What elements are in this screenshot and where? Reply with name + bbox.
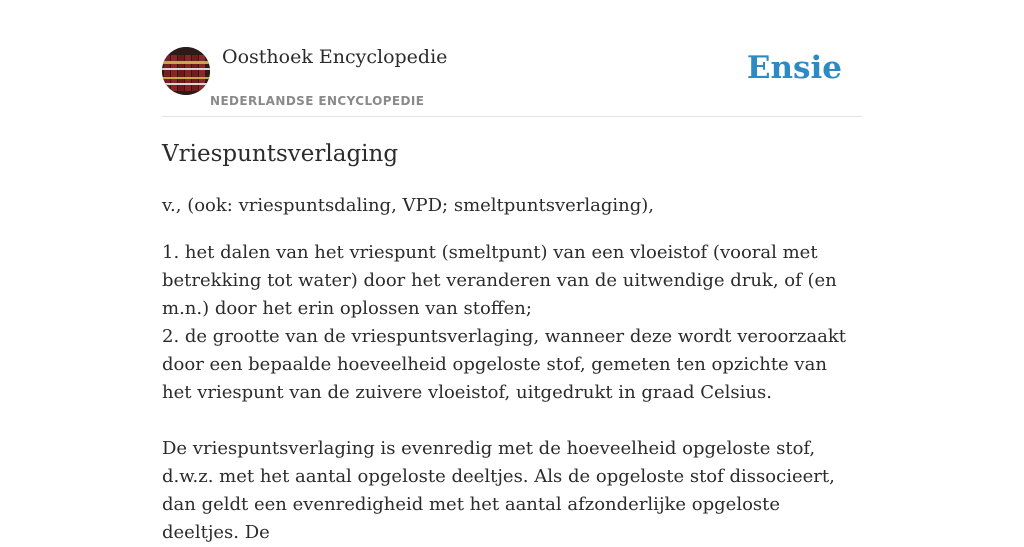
article-intro: v., (ook: vriespuntsdaling, VPD; smeltpuntsverlaging),: [162, 195, 655, 216]
encyclopedia-books-icon: [162, 47, 210, 95]
encyclopedia-avatar[interactable]: [162, 47, 210, 95]
site-subtitle: NEDERLANDSE ENCYCLOPEDIE: [210, 94, 425, 108]
site-header: [162, 0, 862, 117]
article-explanation: De vriespuntsverlaging is evenredig met de hoeveelheid opgeloste stof, d.w.z. met het aantal opgeloste deeltjes. Als de opgeloste stof dissocieert, dan geldt een evenredigheid met het aantal afzonderlijke opgeloste deeltjes. De: [162, 438, 835, 543]
definition-list: [162, 239, 862, 407]
ensie-logo[interactable]: Ensie: [746, 50, 842, 86]
site-title[interactable]: Oosthoek Encyclopedie: [222, 46, 448, 68]
definition-item: 2. de grootte van de vriespuntsverlaging, wanneer deze wordt veroorzaakt door een bepaalde hoeveelheid opgeloste stof, gemeten ten opzichte van het vriespunt van de zuivere vloeistof, uitgedrukt in graad Celsius.: [162, 326, 846, 403]
article: [162, 137, 862, 547]
article-title: Vriespuntsverlaging: [162, 141, 399, 167]
definition-item: 1. het dalen van het vriespunt (smeltpunt) van een vloeistof (vooral met betrekking tot water) door het veranderen van de uitwendige druk, of (en m.n.) door het erin oplossen van stoffen;: [162, 242, 837, 319]
